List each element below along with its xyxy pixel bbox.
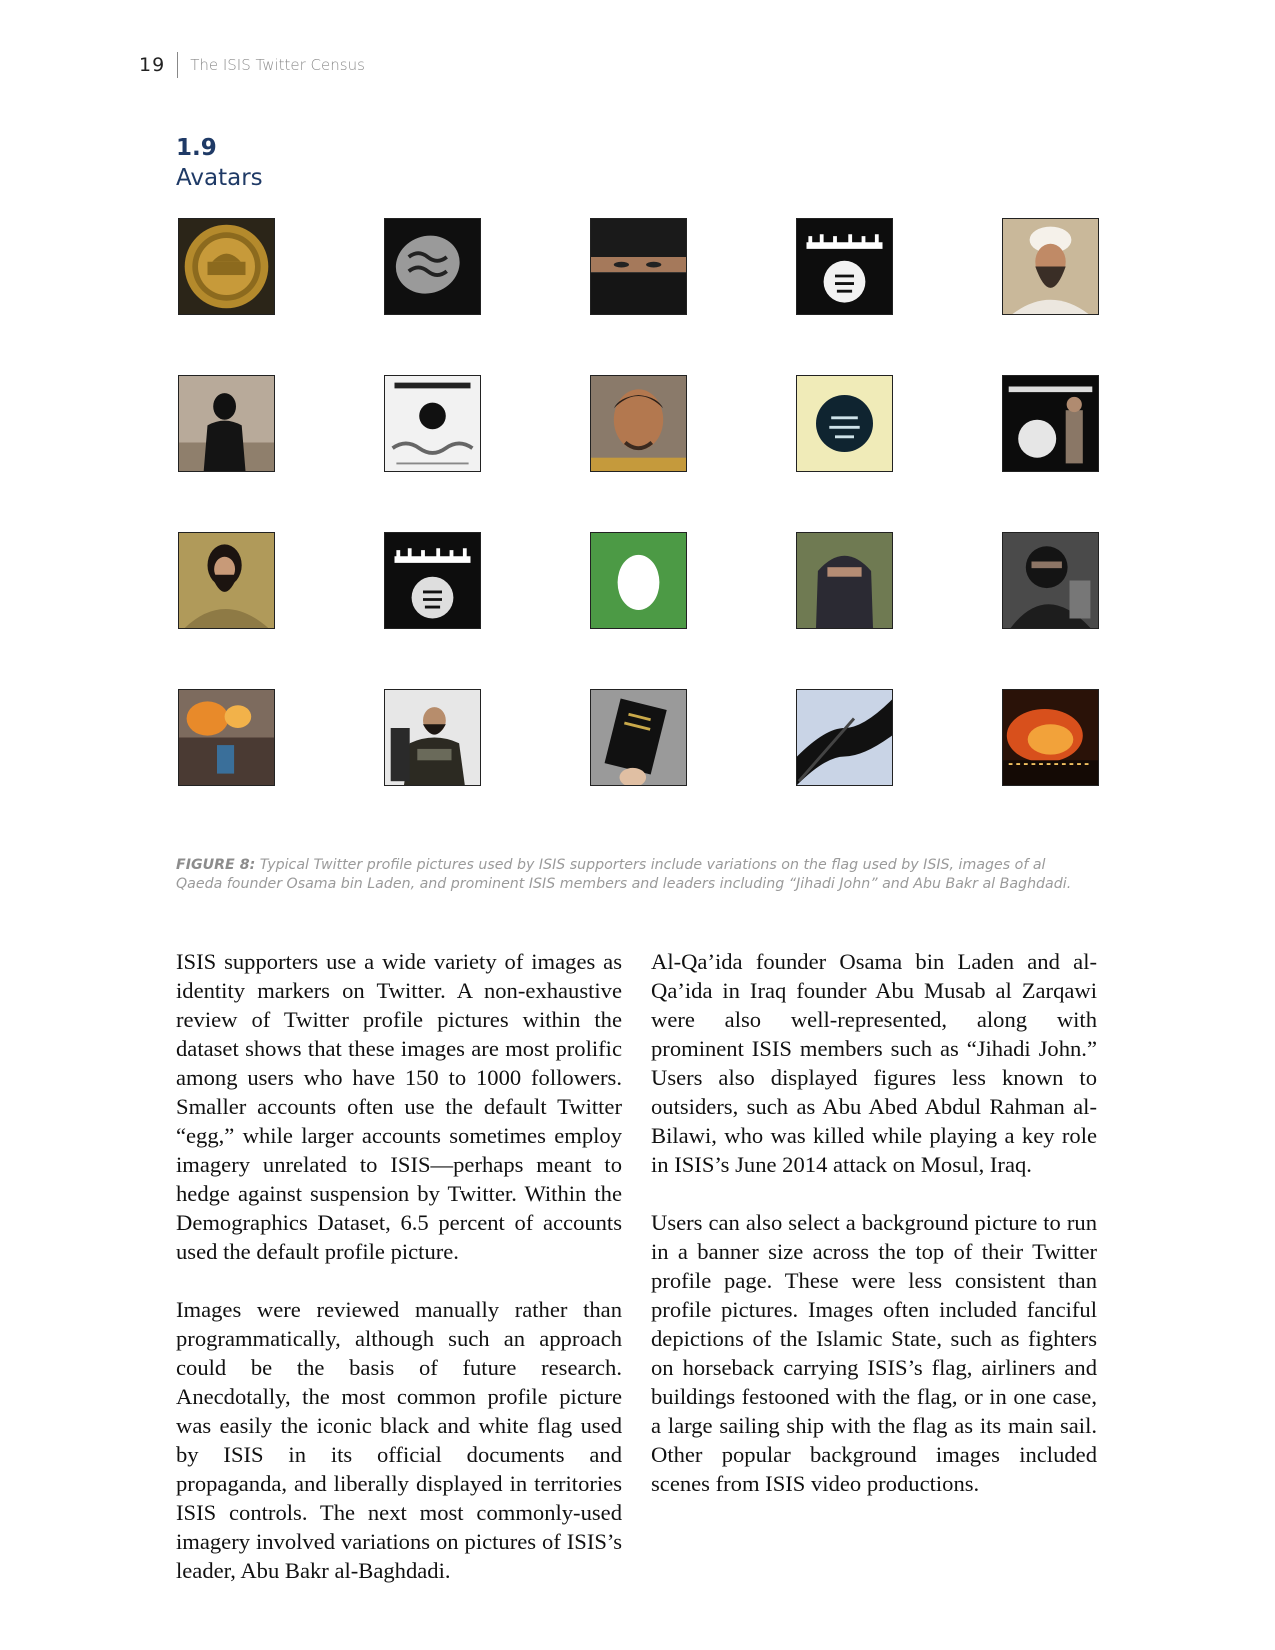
masked-figure-desert-avatar bbox=[178, 375, 275, 472]
white-flag-banner-avatar bbox=[384, 375, 481, 472]
black-flag-seal-avatar bbox=[384, 218, 481, 315]
avatar-grid bbox=[178, 218, 1098, 813]
body-text bbox=[176, 947, 1097, 1614]
masked-fighter-avatar bbox=[590, 218, 687, 315]
header-divider bbox=[177, 52, 178, 78]
left-column bbox=[176, 947, 622, 1614]
paragraph: Al-Qa’ida founder Osama bin Laden and al-Qa’ida in Iraq founder Abu Musab al Zarqawi were also well-represented, along with prominent ISIS members such as “Jihadi John.” Users also displayed figures less known to outsiders, such as Abu Abed Abdul Rahman al-Bilawi, who was killed while playing a key role in ISIS’s June 2014 attack on Mosul, Iraq. bbox=[651, 949, 1097, 1177]
black-flag-avatar bbox=[796, 218, 893, 315]
paragraph: Images were reviewed manually rather than programmatically, although such an approach could be the basis of future research. Anecdotally, the most common profile picture was easily the iconic black and white flag used by ISIS in its official documents and propaganda, and liberally displayed in territories ISIS controls. The next most commonly-used imagery involved variations on pictures of ISIS’s leader, Abu Bakr al-Baghdadi. bbox=[176, 1297, 622, 1583]
black-flag-avatar bbox=[384, 532, 481, 629]
gold-coin-avatar bbox=[178, 218, 275, 315]
figure-caption-text: Typical Twitter profile pictures used by ISIS supporters include variations on the flag used by ISIS, images of al Qaeda founder Osama bin Laden, and prominent ISIS members and leaders including “Jihadi John” and Abu Bakr al Baghdadi. bbox=[176, 857, 1072, 892]
man-portrait-avatar bbox=[590, 375, 687, 472]
waving-flag-avatar bbox=[796, 689, 893, 786]
running-title: The ISIS Twitter Census bbox=[190, 56, 365, 74]
paragraph: ISIS supporters use a wide variety of images as identity markers on Twitter. A non-exhaustive review of Twitter profile pictures within the dataset shows that these images are most prolific among users who have 150 to 1000 followers. Smaller accounts often use the default Twitter “egg,” while larger accounts sometimes employ imagery unrelated to ISIS—perhaps meant to hedge against suspension by Twitter. Within the Demographics Dataset, 6.5 percent of accounts used the default profile picture. bbox=[176, 949, 622, 1264]
burning-city-avatar bbox=[1002, 689, 1099, 786]
page-number: 19 bbox=[139, 54, 166, 76]
right-column bbox=[651, 947, 1097, 1614]
black-book-avatar bbox=[590, 689, 687, 786]
masked-fighters-group-avatar bbox=[1002, 532, 1099, 629]
bearded-man-portrait-avatar bbox=[178, 532, 275, 629]
section-number: 1.9 bbox=[176, 135, 217, 161]
black-flag-figure-avatar bbox=[1002, 375, 1099, 472]
figure-caption bbox=[176, 856, 1076, 894]
running-header bbox=[139, 50, 365, 80]
fighter-weapons-avatar bbox=[384, 689, 481, 786]
black-seal-yellow-avatar bbox=[796, 375, 893, 472]
figure-label: FIGURE 8: bbox=[176, 857, 256, 873]
masked-woman-avatar bbox=[796, 532, 893, 629]
bearded-man-turban-avatar bbox=[1002, 218, 1099, 315]
default-egg-avatar bbox=[590, 532, 687, 629]
fire-scene-avatar bbox=[178, 689, 275, 786]
paragraph: Users can also select a background picture to run in a banner size across the top of their Twitter profile page. These were less consistent than profile pictures. Images often included fanciful depictions of the Islamic State, such as fighters on horseback carrying ISIS’s flag, airliners and buildings festooned with the flag, or in one case, a large sailing ship with the flag as its main sail. Other popular background images included scenes from ISIS video productions. bbox=[651, 1210, 1097, 1496]
section-title: Avatars bbox=[176, 165, 263, 191]
